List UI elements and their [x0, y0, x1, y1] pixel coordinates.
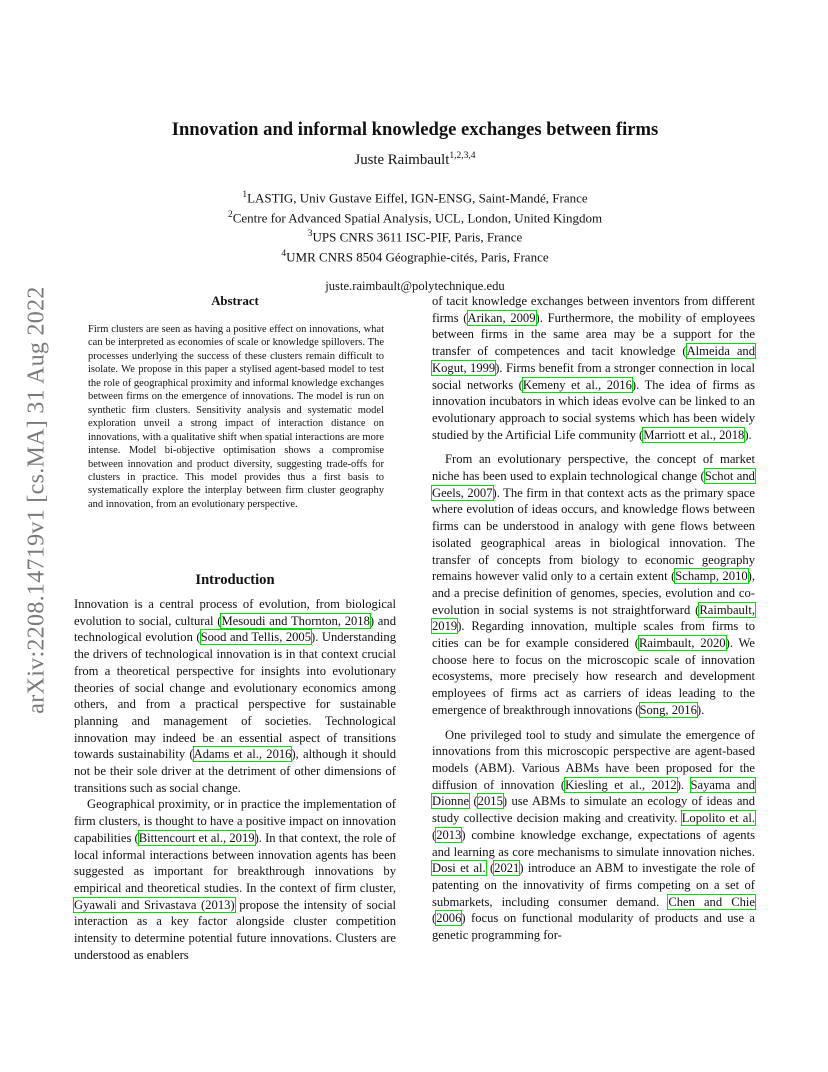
paper-title: Innovation and informal knowledge exchanges between firms	[171, 119, 659, 140]
introduction-heading: Introduction	[195, 572, 275, 588]
paragraph: One privileged tool to study and simulate the emergence of innovations from this microscopic perspective are agent-based models (ABM). Various ABMs have been proposed for the diffusion of innovation (Kiesling et al., 2012). Sayama and Dionne (2015) use ABMs to simulate an ecology of ideas and study collective decision making and creativity. Lopolito et al. (2013) combine knowledge exchange, expectations of agents and learning as core mechanisms to simulate innovation niches. Dosi et al. (2021) introduce an ABM to investigate the role of patenting on the innovativity of firms competing on a set of submarkets, including consumer demand. Chen and Chie (2006) focus on functional modularity of products and use a genetic programming for-	[432, 727, 756, 943]
paper-header	[74, 118, 756, 294]
author-name: Juste Raimbault	[354, 151, 450, 168]
citation-link[interactable]: Kiesling et al., 2012	[565, 777, 677, 792]
affiliation-marker: 1	[242, 189, 248, 200]
right-column	[432, 293, 755, 944]
author-email[interactable]: juste.raimbault@polytechnique.edu	[325, 278, 505, 293]
citation-link[interactable]: Bittencourt et al., 2019	[138, 830, 255, 845]
citation-link[interactable]: Adams et al., 2016	[193, 747, 292, 762]
left-column	[74, 596, 396, 963]
affiliation-text: Centre for Advanced Spatial Analysis, UCL, London, United Kingdom	[232, 209, 603, 225]
citation-link[interactable]: Kemeny et al., 2016	[522, 377, 632, 392]
paragraph: Geographical proximity, or in practice the implementation of firm clusters, is thought to have a positive impact on innovation capabilities (Bittencourt et al., 2019). In that context, the role of local informal interactions between innovation agents has been suggested as important for breakthrough innovations by empirical and theoretical studies. In the context of firm cluster, Gyawali and Srivastava (2013) propose the intensity of social interaction as a key factor alongside cluster competition intensity to determine potential future innovations. Clusters are understood as enablers	[74, 797, 397, 962]
paragraph: From an evolutionary perspective, the concept of market niche has been used to explain technological change (Schot and Geels, 2007). The firm in that context acts as the primary space where evolution of ideas occurs, and knowledge flows between firms can be understood in analogy with gene flows between isolated geographical areas in biological innovation. The transfer of concepts from biology to economic geography remains however valid only to a certain extent (Schamp, 2010), and a precise definition of genomes, species, evolution and co-evolution in social systems is not straightforward (Raimbault, 2019). Regarding innovation, multiple scales from firms to cities can be for example considered (Raimbault, 2020). We choose here to focus on the microscopic scale of innovation ecosystems, more precisely how research and development employees of firms act as carriers of ideas leading to the emergence of breakthrough innovations (Song, 2016).	[432, 452, 756, 717]
citation-link[interactable]: 2015	[477, 794, 503, 809]
citation-link[interactable]: Mesoudi and Thornton, 2018	[221, 613, 370, 628]
citation-link[interactable]: Chen and Chie	[668, 894, 755, 909]
citation-link[interactable]: 2013	[436, 827, 462, 842]
abstract-text: Firm clusters are seen as having a positive effect on innovations, what can be interpreted as economies of scale or knowledge spillovers. The processes underlying the success of these clusters remain difficult to isolate. We propose in this paper a stylised agent-based model to test the role of geographical proximity and informal knowledge exchanges between firms on the emergence of innovations. The model is run on synthetic firm clusters. Sensitivity analysis and systematic model exploration unveil a strong impact of interaction distance on innovations, with a qualitative shift when spatial interactions are more intense. Model bi-objective optimisation shows a compromise between innovation and product diversity, suggesting trade-offs for clusters in practice. This model provides thus a first basis to systematically explore the interplay between firm cluster geography and innovation, from an evolutionary perspective.	[88, 324, 384, 510]
citation-link[interactable]: Sood and Tellis, 2005	[200, 630, 312, 645]
affiliation	[74, 246, 756, 266]
citation-link[interactable]: Almeida and Kogut, 1999	[432, 344, 756, 375]
abstract-body	[88, 323, 384, 511]
citation-link[interactable]: Raimbault, 2019	[432, 602, 755, 634]
arxiv-sidebar-stamp	[22, 270, 52, 730]
paragraph: of tacit knowledge exchanges between inventors from different firms (Arikan, 2009). Furthermore, the mobility of employees between firms in the same area may be a support for the transfer of competences and tacit knowledge (Almeida and Kogut, 1999). Firms benefit from a stronger connection in local social networks (Kemeny et al., 2016). The idea of firms as innovation incubators in which ideas evolve can be linked to an evolutionary approach to social systems which has been widely studied by the Artificial Life community (Marriott et al., 2018).	[432, 294, 756, 442]
citation-link[interactable]: Lopolito et al.	[681, 811, 755, 826]
citation-link[interactable]: Gyawali and Srivastava (2013)	[74, 897, 235, 912]
affiliation-text: UPS CNRS 3611 ISC-PIF, Paris, France	[312, 229, 523, 245]
affiliation-marker: 3	[307, 229, 313, 240]
citation-link[interactable]: Raimbault, 2020	[638, 636, 726, 651]
citation-link[interactable]: Arikan, 2009	[467, 310, 536, 325]
affiliation	[74, 187, 756, 207]
author-line	[74, 146, 756, 170]
abstract-heading: Abstract	[211, 294, 259, 308]
arxiv-id-text: arXiv:2208.14719v1 [cs.MA] 31 Aug 2022	[23, 286, 50, 714]
affiliations	[74, 187, 756, 266]
citation-link[interactable]: 2006	[436, 911, 462, 926]
citation-link[interactable]: Dosi et al.	[432, 861, 486, 876]
author-superscript: 1,2,3,4	[449, 151, 476, 161]
affiliation-marker: 2	[227, 209, 233, 220]
affiliation-marker: 4	[281, 249, 287, 260]
citation-link[interactable]: Song, 2016	[639, 702, 697, 717]
affiliation-text: LASTIG, Univ Gustave Eiffel, IGN-ENSG, Saint-Mandé, France	[247, 190, 588, 206]
affiliation	[74, 226, 756, 246]
citation-link[interactable]: Sayama and Dionne	[432, 777, 755, 809]
affiliation	[74, 207, 756, 227]
citation-link[interactable]: 2021	[494, 861, 520, 876]
paragraph: Innovation is a central process of evolution, from biological evolution to social, cultural (Mesoudi and Thornton, 2018) and technological evolution (Sood and Tellis, 2005). Understanding the drivers of technological innovation is in that context crucial from a theoretical perspective for insights into evolutionary theories of social change and evolutionary economics among others, and from a practical perspective for sustainable planning and management of societies. Technological innovation may indeed be an essential aspect of transitions towards sustainability (Adams et al., 2016), although it should not be their sole driver at the detriment of other dimensions of transitions such as social change.	[74, 597, 397, 795]
citation-link[interactable]: Schamp, 2010	[675, 569, 748, 584]
citation-link[interactable]: Schot and Geels, 2007	[432, 469, 755, 500]
citation-link[interactable]: Marriott et al., 2018	[643, 427, 745, 442]
affiliation-text: UMR CNRS 8504 Géographie-cités, Paris, France	[286, 249, 549, 265]
